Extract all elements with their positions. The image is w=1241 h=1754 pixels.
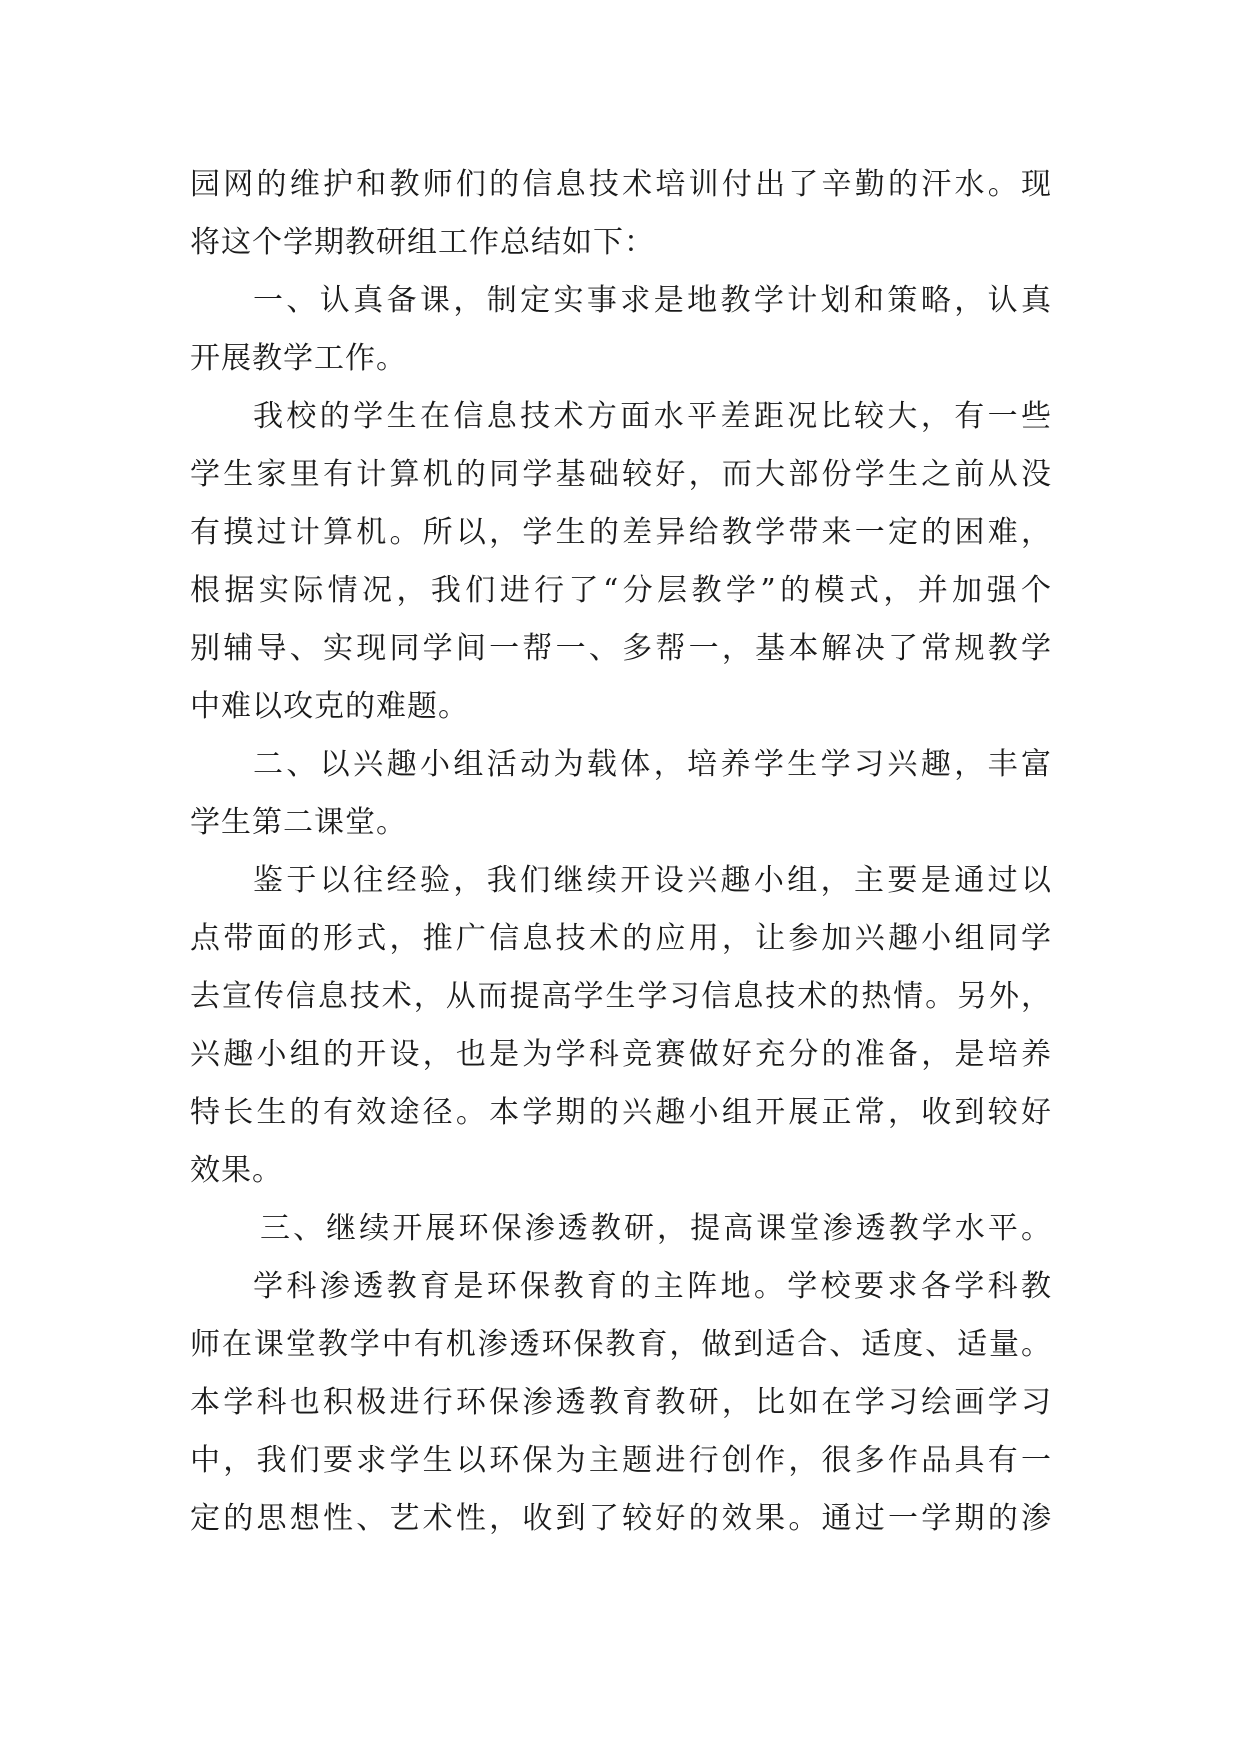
text-line: 根据实际情况，我们进行了“分层教学”的模式，并加强个 <box>190 573 1052 608</box>
text-line: 师在课堂教学中有机渗透环保教育，做到适合、适度、适量。 <box>190 1327 1052 1362</box>
text-line: 鉴于以往经验，我们继续开设兴趣小组，主要是通过以 <box>253 863 1052 898</box>
text-line: 学生家里有计算机的同学基础较好，而大部份学生之前从没 <box>190 457 1052 492</box>
section-heading-continuation: 学生第二课堂。 <box>190 805 407 840</box>
text-line: 去宣传信息技术，从而提高学生学习信息技术的热情。另外， <box>190 979 1052 1014</box>
text-line: 学科渗透教育是环保教育的主阵地。学校要求各学科教 <box>253 1269 1052 1304</box>
text-line: 点带面的形式，推广信息技术的应用，让参加兴趣小组同学 <box>190 921 1052 956</box>
section-heading: 二、以兴趣小组活动为载体，培养学生学习兴趣，丰富 <box>253 747 1052 782</box>
text-line: 有摸过计算机。所以，学生的差异给教学带来一定的困难， <box>190 515 1052 550</box>
text-line: 别辅导、实现同学间一帮一、多帮一，基本解决了常规教学 <box>190 631 1052 666</box>
text-line: 本学科也积极进行环保渗透教育教研，比如在学习绘画学习 <box>190 1385 1052 1420</box>
text-line: 特长生的有效途径。本学期的兴趣小组开展正常，收到较好 <box>190 1095 1052 1130</box>
text-line: 定的思想性、艺术性，收到了较好的效果。通过一学期的渗 <box>190 1501 1052 1536</box>
text-line: 中难以攻克的难题。 <box>190 689 469 724</box>
section-heading-continuation: 开展教学工作。 <box>190 341 407 376</box>
section-heading: 三、继续开展环保渗透教研，提高课堂渗透教学水平。 <box>260 1211 1052 1246</box>
text-line: 园网的维护和教师们的信息技术培训付出了辛勤的汗水。现 <box>190 167 1052 202</box>
text-line: 兴趣小组的开设，也是为学科竞赛做好充分的准备，是培养 <box>190 1037 1052 1072</box>
text-line: 中，我们要求学生以环保为主题进行创作，很多作品具有一 <box>190 1443 1052 1478</box>
document-body <box>190 156 1052 1548</box>
text-line: 我校的学生在信息技术方面水平差距况比较大，有一些 <box>253 399 1052 434</box>
text-line: 将这个学期教研组工作总结如下： <box>190 225 655 260</box>
text-line: 效果。 <box>190 1153 283 1188</box>
section-heading: 一、认真备课，制定实事求是地教学计划和策略，认真 <box>253 283 1052 318</box>
